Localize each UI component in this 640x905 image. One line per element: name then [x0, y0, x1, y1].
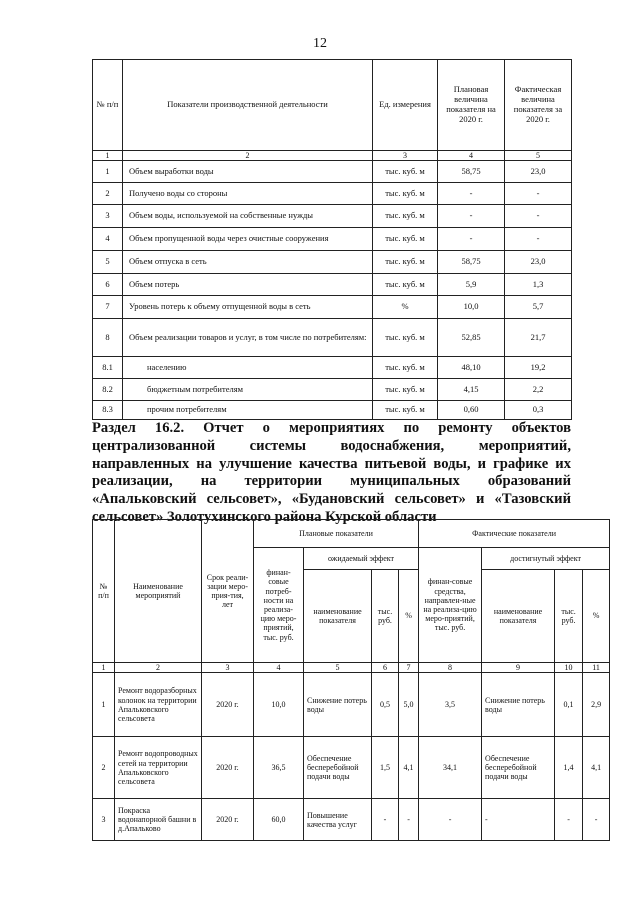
col-number: 7 [399, 663, 419, 673]
row-number: 7 [93, 296, 123, 319]
table-row [93, 183, 572, 205]
header-effect-pct: % [399, 570, 419, 663]
col-number: 9 [482, 663, 555, 673]
row-fact-effect: - [482, 799, 555, 841]
row-plan: - [438, 228, 505, 251]
header-indicator: Показатели производственной деятельности [123, 60, 373, 151]
table-row [93, 319, 572, 357]
header-name: Наименование мероприятий [115, 520, 202, 663]
row-fact-pct: 2,9 [583, 673, 610, 737]
row-indicator: Объем пропущенной воды через очистные сооружения [123, 228, 373, 251]
row-plan-pct: 5,0 [399, 673, 419, 737]
row-fact-rub: 1,4 [555, 737, 583, 799]
row-measure: Ремонт водопроводных сетей на территории Апальковского сельсовета [115, 737, 202, 799]
row-fact: 23,0 [505, 161, 572, 183]
col-number: 6 [372, 663, 399, 673]
row-number: 8.2 [93, 379, 123, 401]
row-plan-fin: 10,0 [254, 673, 304, 737]
header-plan-effect: ожидаемый эффект [304, 548, 419, 570]
row-number: 8 [93, 319, 123, 357]
table-row [93, 274, 572, 296]
row-fact: 2,2 [505, 379, 572, 401]
col-number: 2 [115, 663, 202, 673]
row-fact-fin: - [419, 799, 482, 841]
header-effect-name: наименование показателя [304, 570, 372, 663]
row-fact-effect: Обеспечение бесперебойной подачи воды [482, 737, 555, 799]
header-fact-fin: финан-совые средства, направлен-ные на реализа-цию меро-приятий, тыс. руб. [419, 548, 482, 663]
page-number: 12 [313, 36, 327, 51]
column-number-row [93, 663, 610, 673]
row-indicator: Объем выработки воды [123, 161, 373, 183]
table-row [93, 401, 572, 420]
header-fact-effect: достигнутый эффект [482, 548, 610, 570]
table-row [93, 205, 572, 228]
col-number: 5 [304, 663, 372, 673]
row-indicator: населению [123, 357, 373, 379]
row-term: 2020 г. [202, 799, 254, 841]
row-number: 8.1 [93, 357, 123, 379]
measures-table [92, 519, 610, 841]
row-number: 6 [93, 274, 123, 296]
row-fact-pct: 4,1 [583, 737, 610, 799]
section-lead: Раздел 16.2. [92, 420, 185, 436]
row-indicator: Объем реализации товаров и услуг, в том числе по потребителям: [123, 319, 373, 357]
row-fact-pct: - [583, 799, 610, 841]
col-number: 1 [93, 151, 123, 161]
row-indicator: Объем потерь [123, 274, 373, 296]
header-plan-fin: финан-совые потреб-ности на реализа-цию меро-приятий, тыс. руб. [254, 548, 304, 663]
row-plan-fin: 60,0 [254, 799, 304, 841]
section-text: Отчет о мероприятиях по ремонту объектов централизованной системы водоснабжения, мероприятий, направленных на улучшение качества питьевой воды, и графике их реализации, на территории муниципальных образований «Апальковский сельсовет», «Будановский сельсовет» и «Тазовский сельсовет» Золотухинского района Курской области [92, 420, 571, 525]
row-indicator: Объем отпуска в сеть [123, 251, 373, 274]
header-term: Срок реали-зации меро-прия-тия, лет [202, 520, 254, 663]
row-number: 4 [93, 228, 123, 251]
production-indicators-table [92, 59, 572, 420]
row-plan-effect: Снижение потерь воды [304, 673, 372, 737]
table-row [93, 161, 572, 183]
row-plan: 58,75 [438, 251, 505, 274]
table-row [93, 673, 610, 737]
row-fact-fin: 3,5 [419, 673, 482, 737]
row-plan-rub: 1,5 [372, 737, 399, 799]
row-number: 5 [93, 251, 123, 274]
col-number: 2 [123, 151, 373, 161]
row-number: 3 [93, 205, 123, 228]
row-unit: тыс. куб. м [373, 319, 438, 357]
row-unit: тыс. куб. м [373, 401, 438, 420]
row-fact: 21,7 [505, 319, 572, 357]
row-indicator: прочим потребителям [123, 401, 373, 420]
row-term: 2020 г. [202, 737, 254, 799]
row-plan: 0,60 [438, 401, 505, 420]
row-fact: 1,3 [505, 274, 572, 296]
row-number: 1 [93, 161, 123, 183]
header-plan: Плановые показатели [254, 520, 419, 548]
row-plan: 10,0 [438, 296, 505, 319]
table-row [93, 357, 572, 379]
table-row [93, 737, 610, 799]
row-measure: Покраска водонапорной башни в д.Апальково [115, 799, 202, 841]
header-effect-rub: тыс. руб. [372, 570, 399, 663]
header-effect-name: наименование показателя [482, 570, 555, 663]
row-unit: тыс. куб. м [373, 357, 438, 379]
row-unit: тыс. куб. м [373, 251, 438, 274]
column-number-row [93, 151, 572, 161]
row-term: 2020 г. [202, 673, 254, 737]
col-number: 10 [555, 663, 583, 673]
row-unit: тыс. куб. м [373, 228, 438, 251]
row-measure: Ремонт водоразборных колонок на территории Апальковского сельсовета [115, 673, 202, 737]
row-fact: - [505, 205, 572, 228]
row-fact: - [505, 228, 572, 251]
header-num: № п/п [93, 520, 115, 663]
row-unit: тыс. куб. м [373, 161, 438, 183]
row-unit: тыс. куб. м [373, 205, 438, 228]
row-plan-pct: - [399, 799, 419, 841]
row-indicator: Уровень потерь к объему отпущенной воды в сеть [123, 296, 373, 319]
row-plan: 4,15 [438, 379, 505, 401]
row-fact: 23,0 [505, 251, 572, 274]
row-plan-effect: Повышение качества услуг [304, 799, 372, 841]
row-fact-fin: 34,1 [419, 737, 482, 799]
row-number: 3 [93, 799, 115, 841]
row-fact-rub: 0,1 [555, 673, 583, 737]
table-header-row [93, 60, 572, 151]
row-indicator: бюджетным потребителям [123, 379, 373, 401]
row-fact: 0,3 [505, 401, 572, 420]
row-fact-effect: Снижение потерь воды [482, 673, 555, 737]
header-effect-rub: тыс. руб. [555, 570, 583, 663]
row-plan-rub: - [372, 799, 399, 841]
row-fact: 5,7 [505, 296, 572, 319]
col-number: 1 [93, 663, 115, 673]
table-row [93, 251, 572, 274]
table-row [93, 228, 572, 251]
row-unit: % [373, 296, 438, 319]
table-header-row [93, 520, 610, 548]
row-plan-pct: 4,1 [399, 737, 419, 799]
row-number: 1 [93, 673, 115, 737]
header-fact: Фактические показатели [419, 520, 610, 548]
row-indicator: Объем воды, используемой на собственные нужды [123, 205, 373, 228]
col-number: 11 [583, 663, 610, 673]
col-number: 5 [505, 151, 572, 161]
header-plan: Плановая величина показателя на 2020 г. [438, 60, 505, 151]
row-indicator: Получено воды со стороны [123, 183, 373, 205]
row-plan: - [438, 205, 505, 228]
col-number: 8 [419, 663, 482, 673]
row-plan: 52,85 [438, 319, 505, 357]
col-number: 4 [438, 151, 505, 161]
header-num: № п/п [93, 60, 123, 151]
header-unit: Ед. измерения [373, 60, 438, 151]
row-unit: тыс. куб. м [373, 274, 438, 296]
row-number: 2 [93, 737, 115, 799]
section-heading [92, 420, 571, 527]
row-number: 8.3 [93, 401, 123, 420]
row-plan-fin: 36,5 [254, 737, 304, 799]
row-plan: 5,9 [438, 274, 505, 296]
header-effect-pct: % [583, 570, 610, 663]
col-number: 4 [254, 663, 304, 673]
row-plan: 48,10 [438, 357, 505, 379]
row-unit: тыс. куб. м [373, 183, 438, 205]
row-number: 2 [93, 183, 123, 205]
row-plan-effect: Обеспечение бесперебойной подачи воды [304, 737, 372, 799]
table-row [93, 799, 610, 841]
table-row [93, 296, 572, 319]
row-plan: - [438, 183, 505, 205]
row-fact: 19,2 [505, 357, 572, 379]
col-number: 3 [202, 663, 254, 673]
table-row [93, 379, 572, 401]
row-plan: 58,75 [438, 161, 505, 183]
row-fact-rub: - [555, 799, 583, 841]
row-fact: - [505, 183, 572, 205]
row-plan-rub: 0,5 [372, 673, 399, 737]
row-unit: тыс. куб. м [373, 379, 438, 401]
col-number: 3 [373, 151, 438, 161]
header-fact: Фактическая величина показателя за 2020 г. [505, 60, 572, 151]
